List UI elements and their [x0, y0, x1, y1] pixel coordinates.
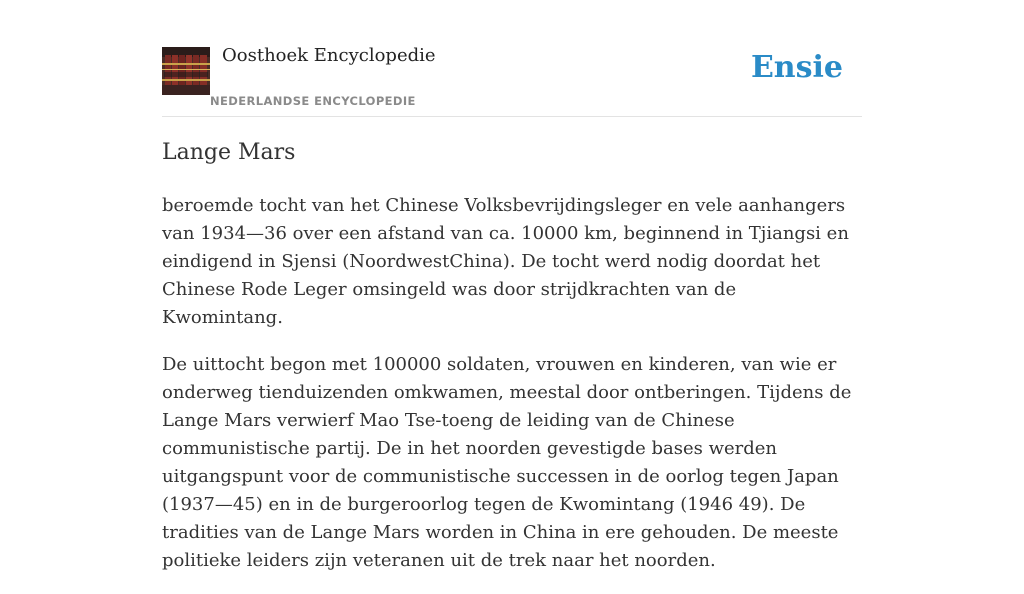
site-subtitle: NEDERLANDSE ENCYCLOPEDIE: [210, 94, 416, 108]
article-title: Lange Mars: [162, 140, 296, 165]
books-image: [162, 47, 210, 95]
article-paragraph: beroemde tocht van het Chinese Volksbevrijdingsleger en vele aanhangers van 1934—36 over een afstand van ca. 10000 km, beginnend in Tjiangsi en eindigend in Sjensi (NoordwestChina). De tocht werd nodig doordat het Chinese Rode Leger omsingeld was door strijdkrachten van de Kwomintang.: [162, 195, 849, 328]
article-paragraph: De uittocht begon met 100000 soldaten, vrouwen en kinderen, van wie er onderweg tienduizenden omkwamen, meestal door ontberingen. Tijdens de Lange Mars verwierf Mao Tse-toeng de leiding van de Chinese communistische partij. De in het noorden gevestigde bases werden uitgangspunt voor de communistische successen in de oorlog tegen Japan (1937—45) en in de burgeroorlog tegen de Kwomintang (1946 49). De tradities van de Lange Mars worden in China in ere gehouden. De meeste politieke leiders zijn veteranen uit de trek naar het noorden.: [162, 354, 852, 571]
site-header: [162, 40, 862, 117]
encyclopedia-books-avatar[interactable]: [162, 47, 210, 95]
ensie-logo-link[interactable]: Ensie: [750, 50, 843, 85]
site-title[interactable]: Oosthoek Encyclopedie: [222, 45, 436, 66]
article-body: [162, 192, 862, 594]
